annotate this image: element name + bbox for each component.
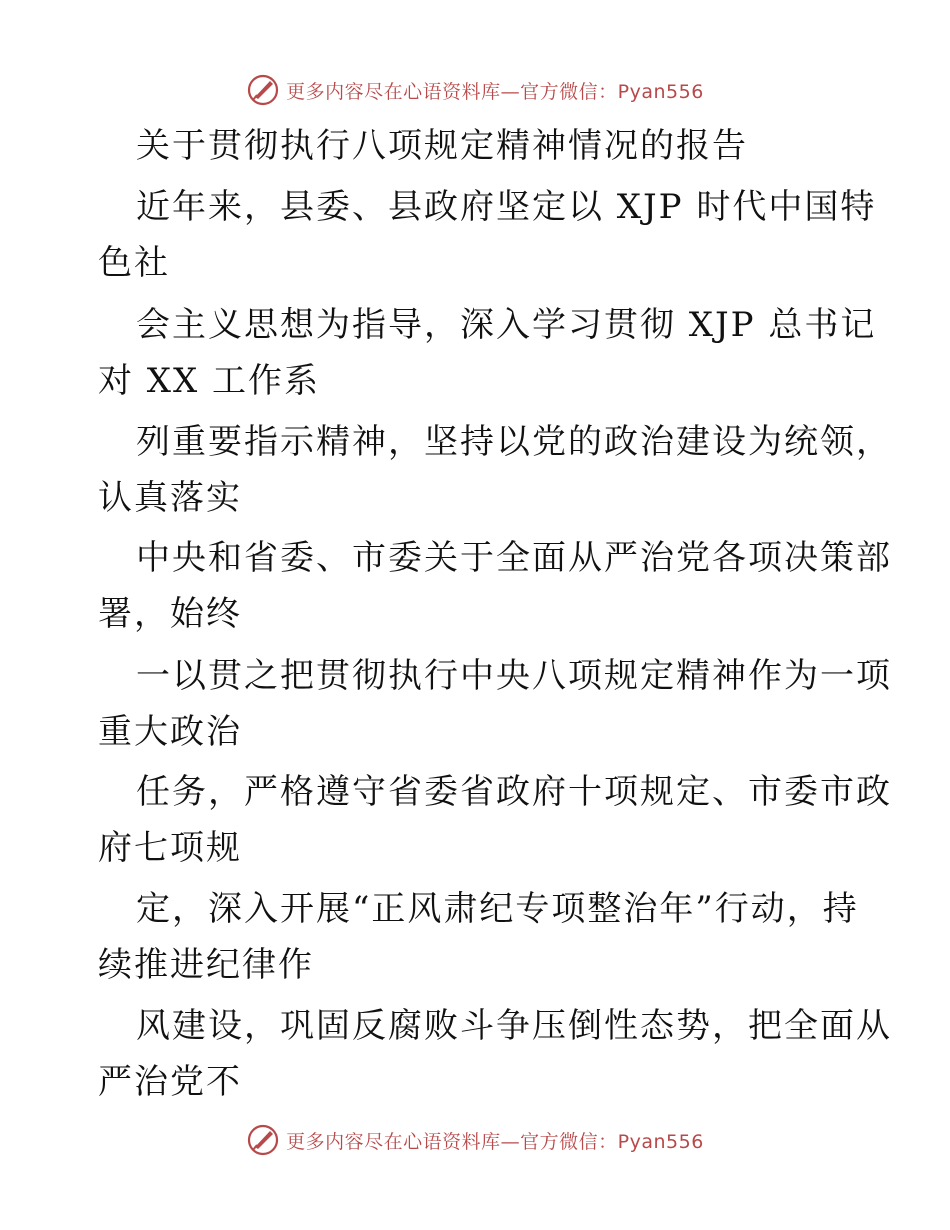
text-line: 近年来，县委、县政府坚定以 XJP 时代中国特 [136, 187, 877, 227]
footer-watermark [0, 1120, 950, 1160]
watermark-text [286, 77, 704, 104]
text-line: 署，始终 [98, 594, 242, 634]
quill-seal-icon [246, 73, 280, 107]
text-line: 风建设，巩固反腐败斗争压倒性态势，把全面从 [136, 1006, 892, 1046]
text-line: 定，深入开展“正风肃纪专项整治年”行动，持 [136, 889, 859, 929]
watermark-text [286, 1127, 704, 1154]
quill-seal-icon [246, 1123, 280, 1157]
text-line: 府七项规 [98, 828, 242, 868]
watermark-main: 更多内容尽在心语资料库—官方微信： [286, 1130, 618, 1153]
watermark-id: Pyan556 [617, 80, 704, 103]
document-title: 关于贯彻执行八项规定精神情况的报告 [136, 126, 748, 166]
watermark-main: 更多内容尽在心语资料库—官方微信： [286, 80, 618, 103]
text-line: 色社 [98, 243, 170, 283]
text-line: 续推进纪律作 [98, 945, 314, 985]
text-line: 中央和省委、市委关于全面从严治党各项决策部 [136, 538, 892, 578]
text-line: 严治党不 [98, 1062, 242, 1102]
text-line: 任务，严格遵守省委省政府十项规定、市委市政 [136, 772, 892, 812]
text-line: 认真落实 [98, 478, 242, 518]
text-line: 一以贯之把贯彻执行中央八项规定精神作为一项 [136, 656, 892, 696]
header-watermark [0, 70, 950, 110]
watermark-id: Pyan556 [617, 1130, 704, 1153]
text-line: 会主义思想为指导，深入学习贯彻 XJP 总书记 [136, 305, 877, 345]
text-line: 列重要指示精神，坚持以党的政治建设为统领， [136, 422, 892, 462]
text-line: 重大政治 [98, 712, 242, 752]
text-line: 对 XX 工作系 [98, 361, 321, 401]
